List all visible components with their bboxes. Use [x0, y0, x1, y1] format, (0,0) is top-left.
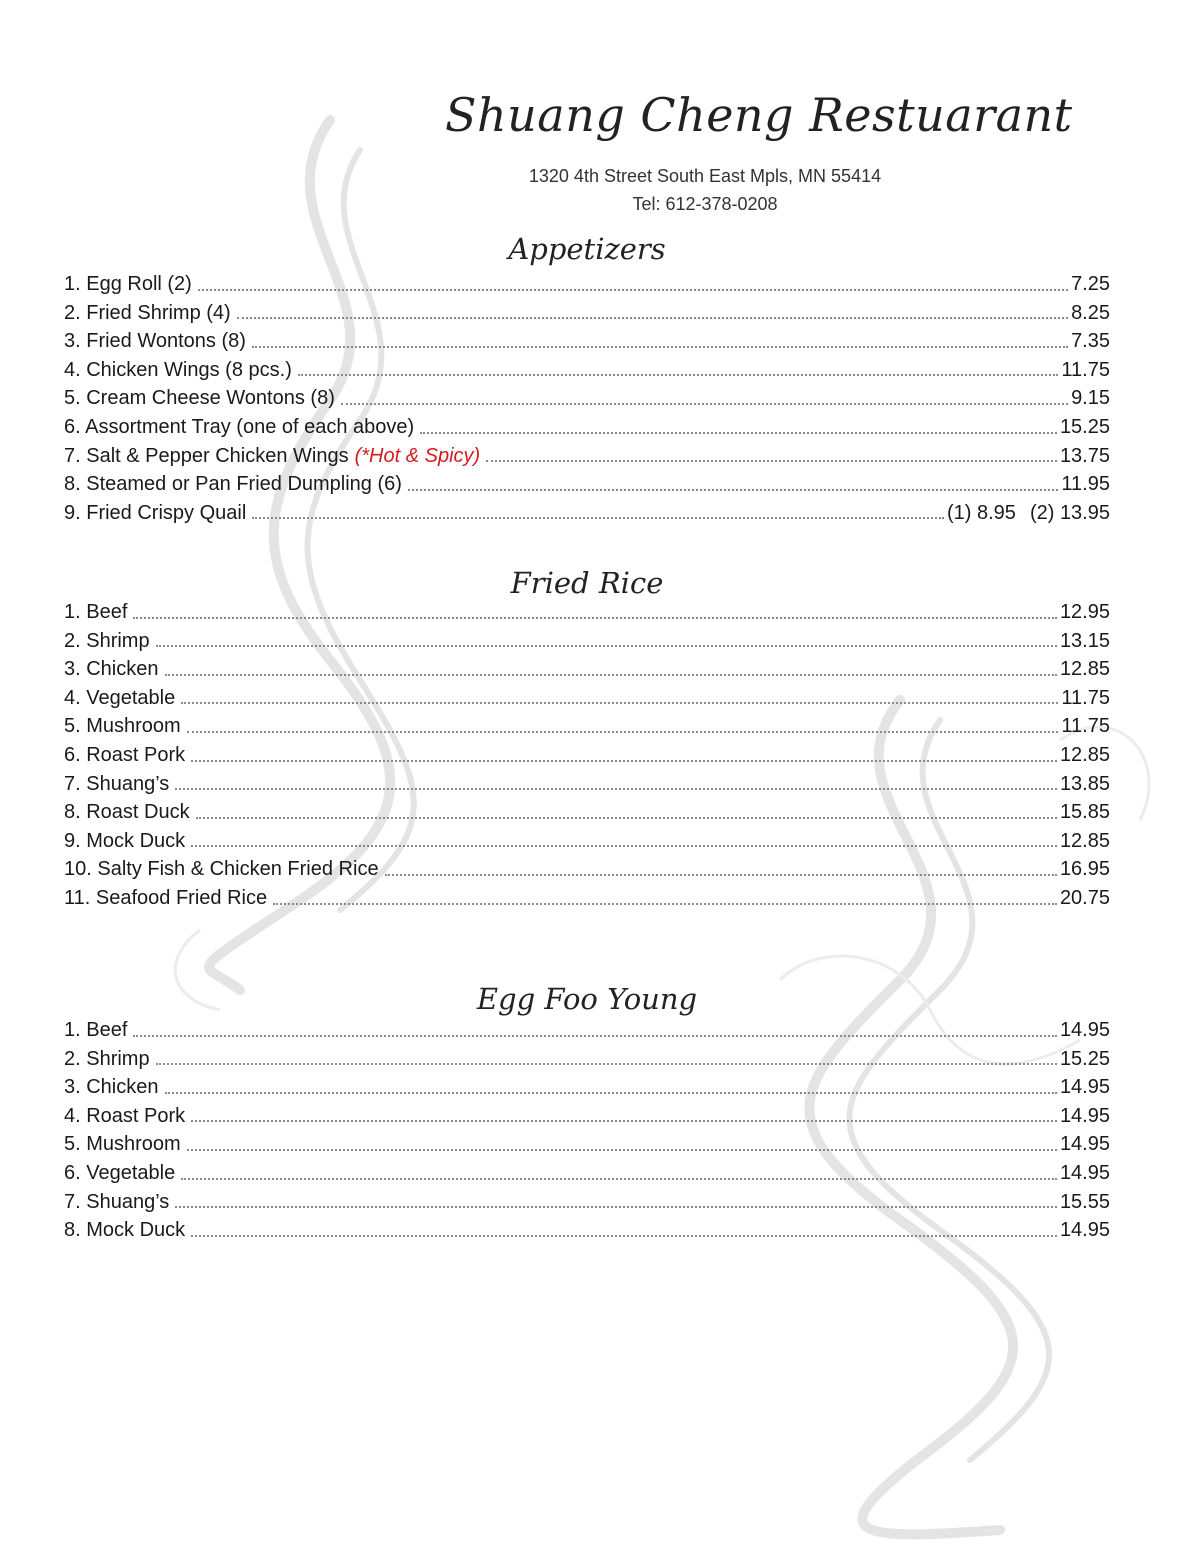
menu-item: [64, 684, 1110, 713]
menu-item: [64, 1102, 1110, 1131]
menu-item: [64, 655, 1110, 684]
menu-item: [64, 770, 1110, 799]
item-price: 13.75: [1059, 444, 1110, 467]
item-price: 20.75: [1059, 886, 1110, 909]
menu-item: [64, 356, 1110, 385]
dot-leader: [175, 1205, 1057, 1208]
item-name: 1. Egg Roll (2): [64, 273, 192, 295]
restaurant-address: 1320 4th Street South East Mpls, MN 55414: [528, 166, 882, 186]
menu-items: [64, 270, 1110, 527]
item-name: 5. Cream Cheese Wontons (8): [64, 387, 335, 410]
menu-item: [64, 384, 1110, 413]
menu-item: [64, 884, 1110, 913]
menu-items: [64, 598, 1110, 913]
menu-item: [64, 1073, 1110, 1102]
item-price: 14.95: [1059, 1133, 1110, 1156]
menu-items: [64, 1016, 1110, 1245]
menu-item: [64, 327, 1110, 356]
restaurant-phone: Tel: 612-378-0208: [632, 194, 778, 214]
item-price: 11.95: [1061, 473, 1110, 496]
dot-leader: [252, 345, 1068, 348]
item-name: 9. Fried Crispy Quail: [64, 501, 247, 524]
item-name: 7. Shuang’s: [64, 772, 170, 795]
item-name: 7. Shuang’s: [64, 1190, 170, 1213]
section-title: Appetizers: [508, 232, 666, 266]
menu-item: [64, 1159, 1110, 1188]
dot-leader: [165, 1091, 1057, 1094]
price-single: (1) 8.95: [947, 501, 1016, 524]
item-name: 6. Vegetable: [64, 1161, 176, 1184]
dot-leader: [187, 730, 1059, 733]
menu-item: [64, 470, 1110, 499]
item-price: 12.85: [1059, 658, 1110, 681]
item-price: [947, 499, 1110, 527]
item-price: 14.95: [1059, 1219, 1110, 1242]
menu-item: [64, 299, 1110, 328]
item-price: 15.25: [1059, 1047, 1110, 1070]
item-name: 9. Mock Duck: [64, 829, 186, 852]
dot-leader: [175, 787, 1057, 790]
dot-leader: [486, 459, 1057, 462]
item-price: 15.55: [1059, 1190, 1110, 1213]
menu-item: [64, 1045, 1110, 1074]
item-price: 7.25: [1071, 273, 1110, 295]
item-name: 3. Chicken: [64, 658, 159, 681]
item-price: 13.15: [1059, 629, 1110, 652]
item-name: 3. Fried Wontons (8): [64, 330, 246, 353]
item-name: 2. Shrimp: [64, 1047, 150, 1070]
item-price: 12.85: [1059, 829, 1110, 852]
menu-item: [64, 627, 1110, 656]
dot-leader: [191, 844, 1057, 847]
spicy-note: (*Hot & Spicy): [354, 444, 481, 467]
dot-leader: [181, 701, 1058, 704]
dot-leader: [420, 431, 1057, 434]
item-name: 10. Salty Fish & Chicken Fried Rice: [64, 858, 379, 881]
dot-leader: [196, 816, 1057, 819]
item-price: 14.95: [1059, 1161, 1110, 1184]
dot-leader: [273, 902, 1057, 905]
dot-leader: [298, 373, 1059, 376]
dot-leader: [237, 316, 1068, 319]
menu-item: [64, 1130, 1110, 1159]
item-name: 8. Mock Duck: [64, 1219, 186, 1242]
dot-leader: [341, 402, 1068, 405]
item-price: 11.75: [1061, 358, 1110, 381]
menu-item: [64, 1188, 1110, 1217]
menu-item: [64, 741, 1110, 770]
restaurant-name: Shuang Cheng Restuarant: [445, 88, 1073, 142]
dot-leader: [133, 1034, 1057, 1037]
dot-leader: [408, 488, 1058, 491]
item-price: 16.95: [1059, 858, 1110, 881]
menu-item: [64, 1216, 1110, 1245]
menu-item: [64, 499, 1110, 528]
dot-leader: [252, 516, 944, 519]
dot-leader: [156, 1062, 1057, 1065]
item-name: 5. Mushroom: [64, 715, 181, 738]
menu-item: [64, 598, 1110, 627]
item-price: 7.35: [1071, 330, 1110, 353]
item-name: 4. Chicken Wings (8 pcs.): [64, 358, 292, 381]
dot-leader: [181, 1177, 1057, 1180]
dot-leader: [165, 673, 1057, 676]
menu-item: [64, 712, 1110, 741]
dot-leader: [133, 616, 1057, 619]
item-name: 2. Fried Shrimp (4): [64, 301, 231, 324]
item-price: 14.95: [1059, 1019, 1110, 1041]
price-double: (2) 13.95: [1029, 501, 1110, 524]
item-price: 15.25: [1059, 415, 1110, 438]
item-name: 7. Salt & Pepper Chicken Wings: [64, 444, 349, 467]
item-name: 11. Seafood Fried Rice: [64, 886, 268, 909]
item-price: 8.25: [1071, 301, 1110, 324]
dot-leader: [191, 1119, 1057, 1122]
item-price: 9.15: [1071, 387, 1110, 410]
item-name: 1. Beef: [64, 601, 128, 623]
item-name: 6. Roast Pork: [64, 743, 186, 766]
dot-leader: [385, 873, 1057, 876]
item-price: 15.85: [1059, 801, 1110, 824]
item-price: 14.95: [1059, 1104, 1110, 1127]
item-price: 12.85: [1059, 743, 1110, 766]
menu-item: [64, 270, 1110, 299]
item-name: 6. Assortment Tray (one of each above): [64, 415, 415, 438]
item-name: 5. Mushroom: [64, 1133, 181, 1156]
section-title: Fried Rice: [510, 566, 664, 600]
item-name: 4. Roast Pork: [64, 1104, 186, 1127]
dot-leader: [198, 288, 1068, 291]
dot-leader: [191, 759, 1057, 762]
menu-item: [64, 1016, 1110, 1045]
item-price: 13.85: [1059, 772, 1110, 795]
item-price: 14.95: [1059, 1076, 1110, 1099]
item-name: 1. Beef: [64, 1019, 128, 1041]
dot-leader: [191, 1234, 1057, 1237]
menu-item: [64, 827, 1110, 856]
item-name: 3. Chicken: [64, 1076, 159, 1099]
item-price: 11.75: [1061, 686, 1110, 709]
section-title: Egg Foo Young: [476, 982, 698, 1016]
item-name: 8. Roast Duck: [64, 801, 190, 824]
dot-leader: [156, 644, 1057, 647]
menu-item: [64, 413, 1110, 442]
item-name: 4. Vegetable: [64, 686, 176, 709]
item-price: 11.75: [1061, 715, 1110, 738]
item-name: 2. Shrimp: [64, 629, 150, 652]
item-price: 12.95: [1059, 601, 1110, 623]
menu-item: [64, 855, 1110, 884]
menu-item: [64, 798, 1110, 827]
item-name: 8. Steamed or Pan Fried Dumpling (6): [64, 473, 402, 496]
menu-item: [64, 442, 1110, 471]
dot-leader: [187, 1148, 1057, 1151]
